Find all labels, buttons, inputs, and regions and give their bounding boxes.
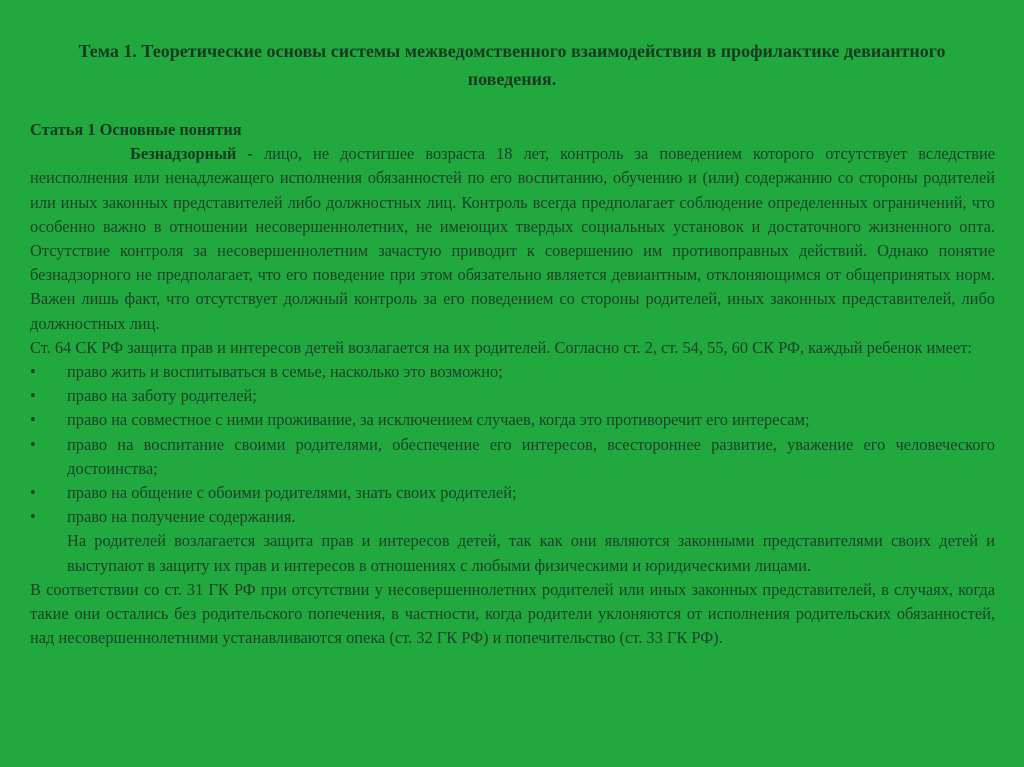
bullet-icon: • xyxy=(30,386,36,406)
list-item xyxy=(30,433,995,481)
list-item-text: право на общение с обоими родителями, знать своих родителей; xyxy=(67,483,517,503)
bullet-icon: • xyxy=(30,507,36,527)
bullet-icon: • xyxy=(30,362,36,382)
slide-content xyxy=(30,118,995,650)
list-item xyxy=(30,384,995,408)
section-heading: Статья 1 Основные понятия xyxy=(30,120,242,139)
list-item-text: право на получение содержания. xyxy=(67,507,296,527)
rights-intro: Ст. 64 СК РФ защита прав и интересов детей возлагается на их родителей. Согласно ст. 2, ст. 54, 55, 60 СК РФ, каждый ребенок имеет: xyxy=(30,337,972,357)
rights-list xyxy=(30,360,995,529)
bullet-icon: • xyxy=(30,483,36,503)
slide-title: Тема 1. Теоретические основы системы межведомственного взаимодействия в профилактике девиантного поведения. xyxy=(78,41,946,89)
list-item xyxy=(30,360,995,384)
list-item-text: право на заботу родителей; xyxy=(67,386,257,406)
list-item xyxy=(30,505,995,529)
definition-text: лицо, не достигшее возраста 18 лет, контроль за поведением которого отсутствует вследствие неисполнения или ненадлежащего исполнения обязанностей по его воспитанию, обучению и (или) содержанию со стороны родителей или иных законных представителей либо должностных лиц. Контроль всегда предполагает соблюдение определенных ограничений, что особенно важно в отношении несовершеннолетних, не имеющих твердых социальных установок и достаточного жизненного опта. Отсутствие контроля за несовершеннолетним зачастую приводит к совершению им противоправных действий. Однако понятие безнадзорного не предполагает, что его поведение при этом обязательно является девиантным, отклоняющимся от общепринятых норм. Важен лишь факт, что отсутствует должный контроль за его поведением со стороны родителей, иных законных представителей, либо должностных лиц. xyxy=(30,144,995,333)
list-item xyxy=(30,408,995,432)
guardianship-paragraph: В соответствии со ст. 31 ГК РФ при отсутствии у несовершеннолетних родителей или иных законных представителей, в случаях, когда такие они остались без родительского попечения, в частности, когда родители уклоняются от исполнения родительских обязанностей, над несовершеннолетними устанавливаются опека (ст. 32 ГК РФ) и попечительство (ст. 33 ГК РФ). xyxy=(30,579,995,648)
list-item xyxy=(30,481,995,505)
bullet-icon: • xyxy=(30,410,36,430)
list-item-text: право жить и воспитываться в семье, насколько это возможно; xyxy=(67,362,503,382)
list-item-text: право на совместное с ними проживание, за исключением случаев, когда это противоречит его интересам; xyxy=(67,410,810,430)
list-item-text: право на воспитание своими родителями, обеспечение его интересов, всестороннее развитие, уважение его человеческого достоинства; xyxy=(67,434,995,478)
definition-term: Безнадзорный - xyxy=(130,144,253,164)
definition-paragraph xyxy=(30,142,995,336)
parents-paragraph: На родителей возлагается защита прав и интересов детей, так как они являются законными представителями своих детей и выступают в защиту их прав и интересов в отношениях с любыми физическими и юридическими лицами. xyxy=(67,531,995,575)
bullet-icon: • xyxy=(30,434,36,454)
